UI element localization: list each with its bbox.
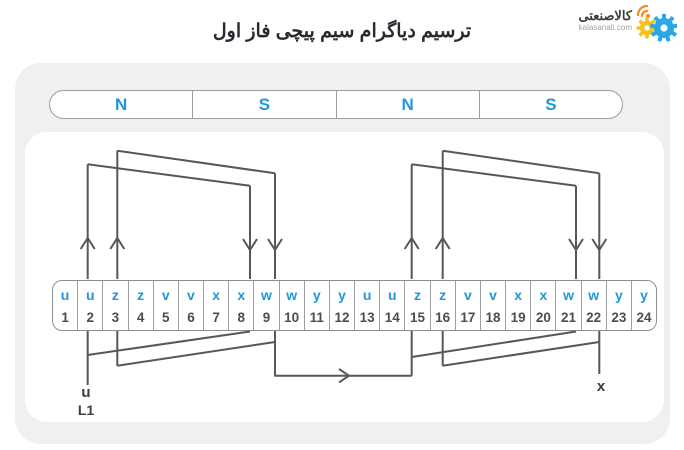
slot-cell-9 (254, 281, 279, 330)
slot-cell-8 (229, 281, 254, 330)
slot-number: 7 (212, 310, 220, 325)
slot-cell-21 (556, 281, 581, 330)
slot-cell-19 (506, 281, 531, 330)
slot-cell-18 (481, 281, 506, 330)
slot-number: 4 (136, 310, 145, 325)
slot-number: 13 (359, 310, 375, 325)
logo-brand-name: کالاصنعتی (578, 8, 632, 23)
blue-gear-icon (650, 14, 677, 42)
slot-cell-2 (78, 281, 103, 330)
slot-number: 12 (334, 310, 350, 325)
slot-number: 15 (409, 310, 425, 325)
pole-section-3: N (337, 91, 480, 118)
slot-number: 17 (460, 310, 476, 325)
slot-letter: v (489, 287, 497, 303)
slot-letter: z (111, 287, 119, 303)
slot-number: 22 (586, 310, 602, 325)
wifi-arcs-icon (638, 6, 647, 16)
slot-number: 19 (510, 310, 526, 325)
logo-text (578, 9, 632, 33)
slot-number: 9 (262, 310, 271, 325)
slot-cell-10 (280, 281, 305, 330)
slot-cell-1 (53, 281, 78, 330)
terminal-u-label: u (81, 384, 91, 401)
slot-number: 5 (162, 310, 170, 325)
pole-bar (49, 90, 623, 119)
slot-cell-13 (355, 281, 380, 330)
slot-cell-17 (456, 281, 481, 330)
slot-number: 2 (86, 310, 95, 325)
slot-letter: z (137, 287, 145, 303)
slot-number: 16 (435, 310, 451, 325)
pole-section-4: S (545, 94, 557, 114)
terminal-x-label: x (596, 378, 606, 395)
slot-letter: u (388, 287, 397, 303)
slot-letter: x (514, 287, 523, 303)
slot-letter: y (614, 287, 623, 303)
slot-cell-5 (154, 281, 179, 330)
slot-cell-22 (582, 281, 607, 330)
slot-letter: u (362, 287, 372, 303)
page-title: ترسیم دیاگرام سیم پیچی فاز اول (212, 21, 472, 42)
slot-cell-20 (531, 281, 556, 330)
slot-letter: w (563, 287, 574, 303)
slot-letter: v (463, 287, 472, 303)
slot-row (52, 280, 657, 331)
slot-letter: u (85, 287, 95, 303)
slot-letter: v (161, 287, 170, 303)
slot-number: 24 (636, 310, 652, 325)
gear-logo-icon (635, 5, 677, 45)
slot-letter: z (439, 287, 447, 303)
slot-letter: w (286, 287, 298, 303)
slot-letter: x (212, 287, 221, 303)
slot-cell-12 (330, 281, 355, 330)
slot-number: 18 (485, 310, 501, 325)
slot-letter: u (60, 287, 70, 303)
slot-number: 10 (284, 310, 300, 325)
slot-letter: w (261, 287, 272, 303)
slot-cell-7 (204, 281, 229, 330)
slot-number: 3 (111, 310, 120, 325)
slot-number: 14 (384, 310, 400, 325)
slot-number: 20 (535, 310, 551, 325)
pole-section-1: N (50, 91, 193, 118)
slot-cell-24 (632, 281, 656, 330)
slot-letter: x (237, 287, 246, 303)
slot-number: 6 (187, 310, 195, 325)
logo (578, 5, 677, 45)
slot-cell-11 (305, 281, 330, 330)
pole-section-2: S (193, 91, 336, 118)
slot-cell-4 (129, 281, 154, 330)
slot-number: 21 (561, 310, 577, 325)
slot-letter: y (640, 287, 648, 303)
slot-number: 8 (237, 310, 246, 325)
slot-number: 23 (611, 310, 627, 325)
slot-cell-15 (405, 281, 430, 330)
slot-letter: z (413, 287, 421, 303)
slot-number: 1 (61, 310, 69, 325)
slot-letter: y (312, 287, 321, 303)
slot-cell-3 (103, 281, 128, 330)
slot-cell-23 (607, 281, 632, 330)
slot-cell-6 (179, 281, 204, 330)
logo-domain: kalasanati.com (578, 23, 632, 32)
slot-letter: v (187, 287, 195, 303)
terminal-l1-label: L1 (77, 402, 95, 418)
slot-cell-16 (431, 281, 456, 330)
wifi-dot-icon (646, 14, 650, 18)
slot-letter: x (539, 287, 548, 303)
slot-cell-14 (380, 281, 405, 330)
slot-letter: y (338, 287, 346, 303)
slot-number: 11 (309, 310, 324, 325)
slot-letter: w (588, 287, 600, 303)
winding-panel (25, 132, 664, 422)
